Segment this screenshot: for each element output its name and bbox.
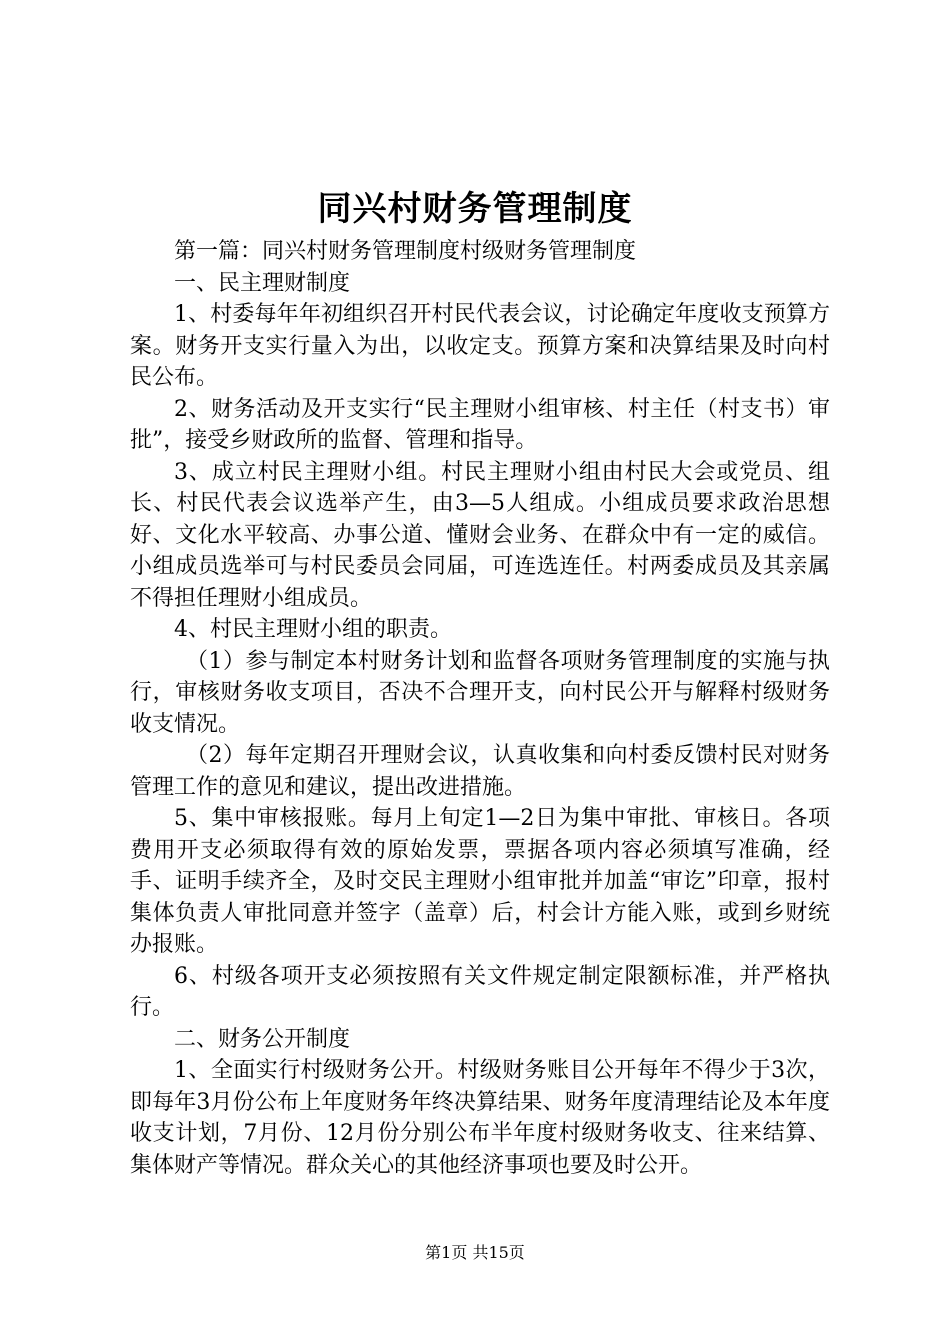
body-paragraph: 1、村委每年年初组织召开村民代表会议，讨论确定年度收支预算方案。财务开支实行量入为出，以收定支。预算方案和决算结果及时向村民公布。 (130, 302, 830, 390)
body-paragraph: 4、村民主理财小组的职责。 (174, 617, 452, 642)
body-paragraph: 1、全面实行村级财务公开。村级财务账目公开每年不得少于3次，即每年3月份公布上年度财务年终决算结果、财务年度清理结论及本年度收支计划，7月份、12月份分别公布半年度村级财务收支、往来结算、集体财产等情况。群众关心的其他经济事项也要及时公开。 (130, 1058, 830, 1178)
page-footer: 第1页 共15页 (425, 1243, 525, 1262)
body-paragraph: 3、成立村民主理财小组。村民主理财小组由村民大会或党员、组长、村民代表会议选举产生，由3—5人组成。小组成员要求政治思想好、文化水平较高、办事公道、懂财会业务、在群众中有一定的威信。小组成员选举可与村民委员会同届，可连选连任。村两委成员及其亲属不得担任理财小组成员。 (130, 459, 830, 611)
subsection-heading: 二、财务公开制度 (174, 1026, 351, 1052)
body-paragraph: 5、集中审核报账。每月上旬定1—2日为集中审批、审核日。各项费用开支必须取得有效的原始发票，票据各项内容必须填写准确，经手、证明手续齐全，及时交民主理财小组审批并加盖“审讫”印章，报村集体负责人审批同意并签字（盖章）后，村会计方能入账，或到乡财统办报账。 (130, 806, 830, 957)
document-body (130, 236, 830, 1181)
document-title: 同兴村财务管理制度 (317, 189, 633, 229)
body-paragraph: 2、财务活动及开支实行“民主理财小组审核、村主任（村支书）审批”，接受乡财政所的监督、管理和指导。 (130, 396, 830, 453)
body-paragraph: （2）每年定期召开理财会议，认真收集和向村委反馈村民对财务管理工作的意见和建议，提出改进措施。 (130, 743, 830, 800)
body-paragraph: （1）参与制定本村财务计划和监督各项财务管理制度的实施与执行，审核财务收支项目，否决不合理开支，向村民公开与解释村级财务收支情况。 (130, 648, 830, 737)
section-heading: 第一篇：同兴村财务管理制度村级财务管理制度 (174, 239, 637, 264)
body-paragraph: 6、村级各项开支必须按照有关文件规定制定限额标准，并严格执行。 (130, 963, 830, 1020)
subsection-heading: 一、民主理财制度 (174, 270, 351, 296)
